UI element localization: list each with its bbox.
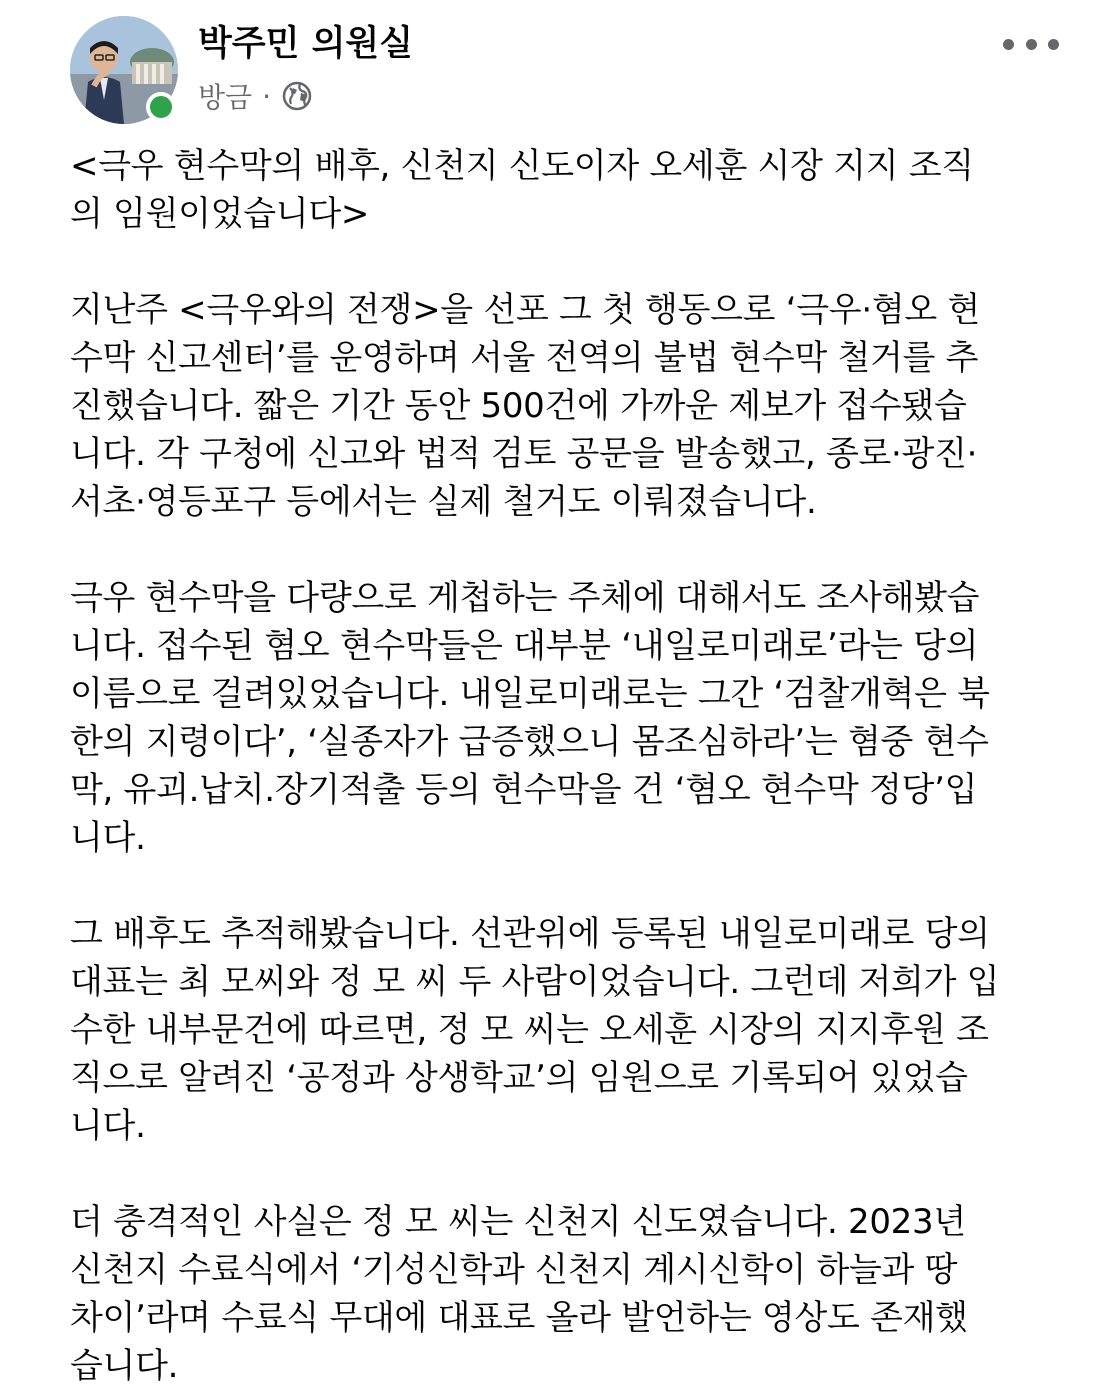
text-line: 습니다. (70, 1346, 179, 1386)
post-meta (198, 76, 313, 116)
author-name[interactable]: 박주민 의원실 (198, 24, 414, 64)
text-line: 니다. 각 구청에 신고와 법적 검토 공문을 발송했고, 종로·광진· (70, 434, 978, 474)
text-line: 극우 현수막을 다량으로 게첩하는 주체에 대해서도 조사해봤습 (70, 578, 980, 618)
text-line: 서초·영등포구 등에서는 실제 철거도 이뤄졌습니다. (70, 482, 817, 522)
more-dot (1003, 39, 1014, 50)
post-paragraph-2 (70, 286, 1050, 526)
post-paragraph-4 (70, 910, 1050, 1150)
text-line: 차이’라며 수료식 무대에 대표로 올라 발언하는 영상도 존재했 (70, 1298, 968, 1338)
post-paragraph-3 (70, 574, 1050, 862)
more-options-icon[interactable] (1003, 34, 1059, 54)
text-line: 이름으로 걸려있었습니다. 내일로미래로는 그간 ‘검찰개혁은 북 (70, 674, 990, 714)
text-line: 지난주 <극우와의 전쟁>을 선포 그 첫 행동으로 ‘극우·혐오 현 (70, 290, 980, 330)
text-line: 의 임원이었습니다> (70, 194, 370, 234)
text-line: 신천지 수료식에서 ‘기성신학과 신천지 계시신학이 하늘과 땅 (70, 1250, 958, 1290)
text-line: <극우 현수막의 배후, 신천지 신도이자 오세훈 시장 지지 조직 (70, 146, 974, 186)
meta-separator: · (262, 79, 272, 113)
text-line: 그 배후도 추적해봤습니다. 선관위에 등록된 내일로미래로 당의 (70, 914, 990, 954)
globe-icon[interactable] (281, 80, 313, 112)
profile-avatar[interactable] (70, 16, 178, 124)
text-line: 진했습니다. 짧은 기간 동안 500건에 가까운 제보가 접수됐습 (70, 386, 967, 426)
text-line: 니다. (70, 818, 146, 858)
online-status-dot (146, 92, 176, 122)
text-line: 막, 유괴.납치.장기적출 등의 현수막을 건 ‘혐오 현수막 정당’입 (70, 770, 978, 810)
text-line: 한의 지령이다’, ‘실종자가 급증했으니 몸조심하라’는 혐중 현수 (70, 722, 989, 762)
post-paragraph-1 (70, 142, 1050, 238)
text-line: 니다. 접수된 혐오 현수막들은 대부분 ‘내일로미래로’라는 당의 (70, 626, 979, 666)
text-line: 직으로 알려진 ‘공정과 상생학교’의 임원으로 기록되어 있었습 (70, 1058, 968, 1098)
more-dot (1026, 39, 1037, 50)
text-line: 대표는 최 모씨와 정 모 씨 두 사람이었습니다. 그런데 저희가 입 (70, 962, 1000, 1002)
more-dot (1048, 39, 1059, 50)
post-paragraph-5 (70, 1198, 1050, 1390)
post-time[interactable]: 방금 (198, 81, 253, 114)
text-line: 수막 신고센터’를 운영하며 서울 전역의 불법 현수막 철거를 추 (70, 338, 979, 378)
text-line: 수한 내부문건에 따르면, 정 모 씨는 오세훈 시장의 지지후원 조 (70, 1010, 989, 1050)
post-body (70, 142, 1050, 1394)
text-line: 니다. (70, 1106, 146, 1146)
post-header (0, 0, 1115, 130)
text-line: 더 충격적인 사실은 정 모 씨는 신천지 신도였습니다. 2023년 (70, 1202, 966, 1242)
